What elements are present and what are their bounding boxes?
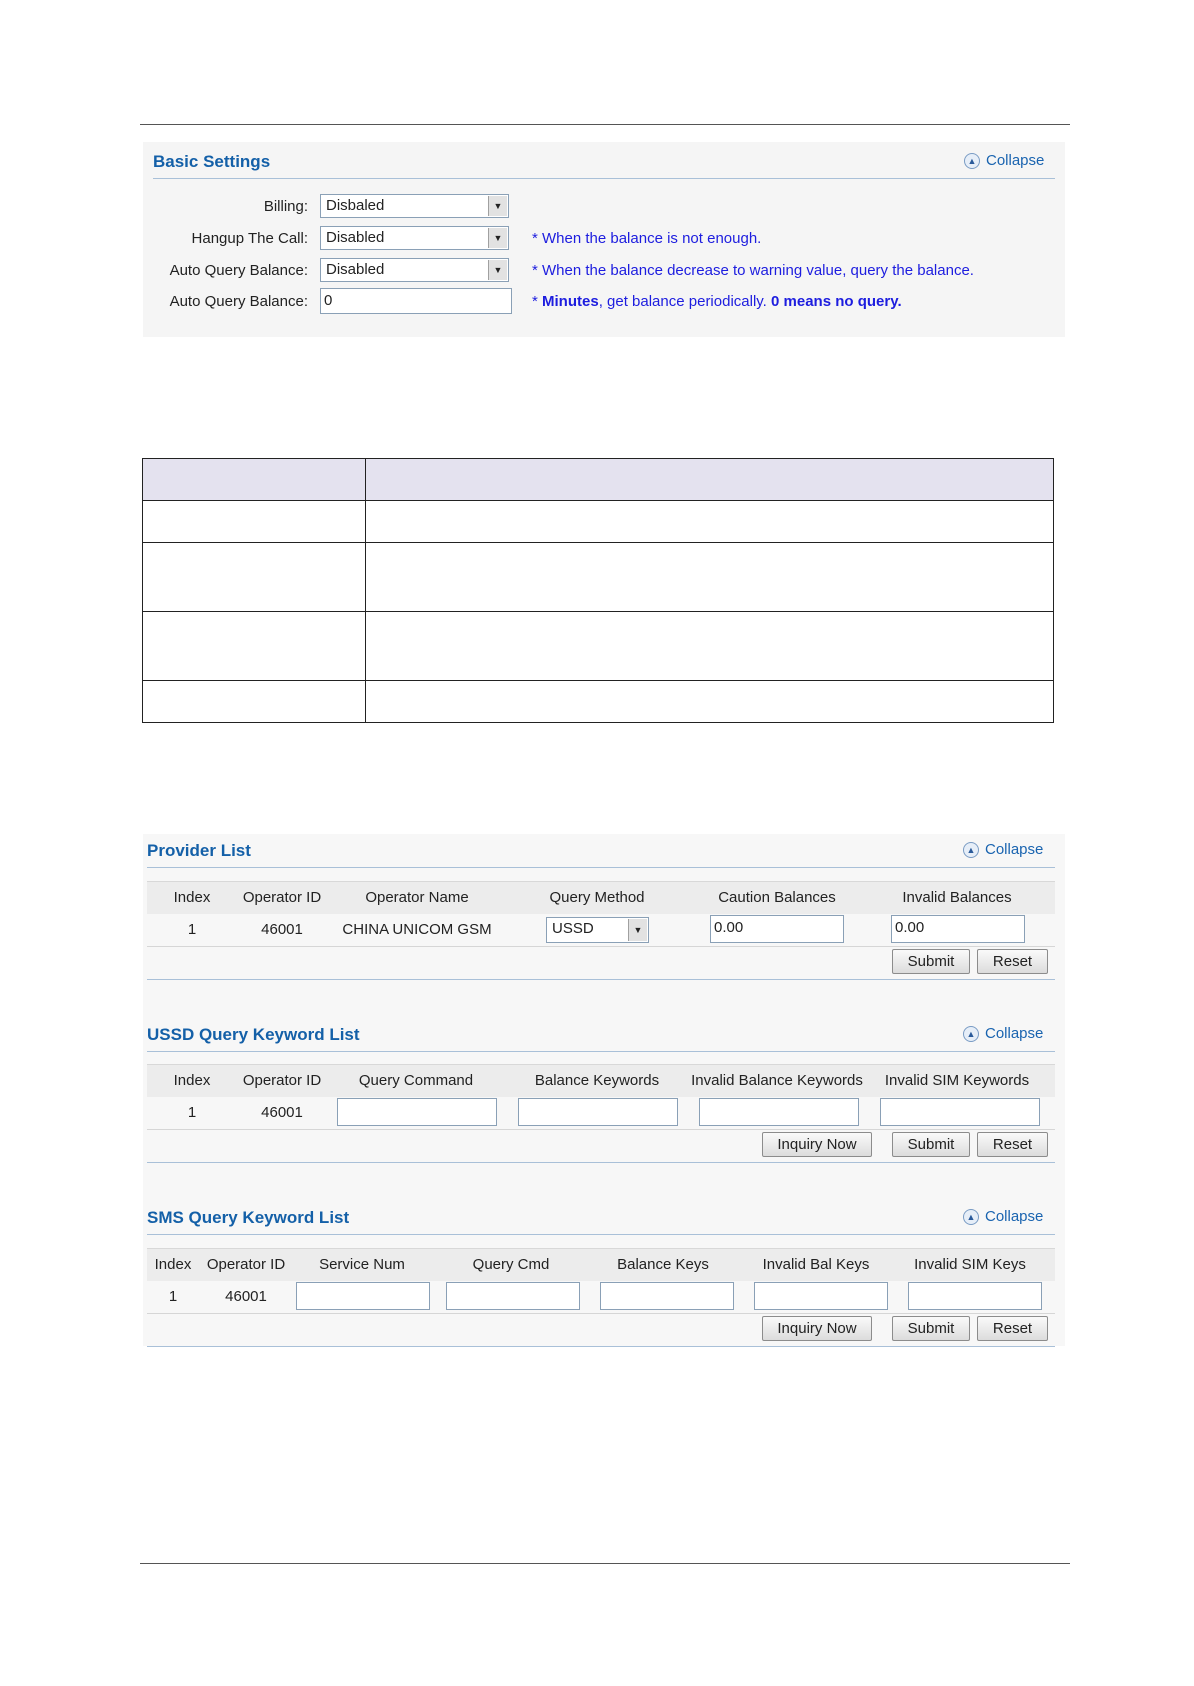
auto-query-select[interactable] <box>320 258 509 282</box>
hangup-value: Disabled <box>326 229 385 246</box>
provider-header-query-method: Query Method <box>549 889 645 906</box>
auto-query-minutes-input[interactable]: 0 <box>320 288 512 314</box>
page-bottom-rule <box>140 1563 1070 1564</box>
sms-header-invalid-sim-keys: Invalid SIM Keys <box>914 1256 1026 1273</box>
auto-query-minutes-note <box>532 293 902 310</box>
dropdown-arrow-icon: ▼ <box>488 228 507 248</box>
provider-header-index: Index <box>173 889 211 906</box>
table-cell <box>143 543 366 612</box>
billing-select[interactable] <box>320 194 509 218</box>
ussd-row-divider <box>147 1129 1055 1130</box>
ussd-header-query-command: Query Command <box>358 1072 474 1089</box>
billing-label: Billing: <box>263 198 308 215</box>
table-cell <box>366 612 1054 681</box>
sms-balance-keys-input[interactable] <box>600 1282 734 1310</box>
collapse-label: Collapse <box>985 1025 1044 1042</box>
ussd-query-command-input[interactable] <box>337 1098 497 1126</box>
dropdown-arrow-icon: ▼ <box>628 919 647 941</box>
ussd-balance-keywords-input[interactable] <box>518 1098 678 1126</box>
table-cell <box>143 501 366 543</box>
table-row <box>143 501 1054 543</box>
ussd-inquiry-now-button[interactable]: Inquiry Now <box>762 1132 872 1157</box>
parameter-table <box>142 458 1054 723</box>
note-zero: 0 means no query. <box>771 293 902 310</box>
note-minutes: Minutes <box>542 293 599 310</box>
provider-divider <box>147 867 1055 868</box>
provider-row-divider <box>147 946 1055 947</box>
hangup-select[interactable] <box>320 226 509 250</box>
ussd-header-balance-keywords: Balance Keywords <box>534 1072 660 1089</box>
ussd-header-index: Index <box>173 1072 211 1089</box>
sms-header-query-cmd: Query Cmd <box>472 1256 550 1273</box>
auto-query-label: Auto Query Balance: <box>169 262 308 279</box>
hangup-label: Hangup The Call: <box>191 230 308 247</box>
table-row <box>143 543 1054 612</box>
table-cell <box>366 543 1054 612</box>
collapse-up-icon: ▲ <box>963 1026 979 1042</box>
table-cell <box>366 681 1054 723</box>
sms-invalid-sim-keys-input[interactable] <box>908 1282 1042 1310</box>
invalid-balances-input[interactable]: 0.00 <box>891 915 1025 943</box>
sms-header-index: Index <box>154 1256 192 1273</box>
ussd-bottom-line <box>147 1162 1055 1163</box>
ussd-row-index: 1 <box>187 1104 197 1121</box>
table-row <box>143 612 1054 681</box>
note-star: * <box>532 293 543 310</box>
provider-header-caution: Caution Balances <box>718 889 836 906</box>
ussd-invalid-balance-keywords-input[interactable] <box>699 1098 859 1126</box>
ussd-header-invalid-sim-keywords: Invalid SIM Keywords <box>884 1072 1030 1089</box>
sms-header-operator-id: Operator ID <box>206 1256 286 1273</box>
sms-divider <box>147 1234 1055 1235</box>
provider-header-invalid: Invalid Balances <box>902 889 1012 906</box>
ussd-divider <box>147 1051 1055 1052</box>
ussd-collapse[interactable] <box>963 1025 1043 1042</box>
table-row <box>143 681 1054 723</box>
sms-reset-button[interactable]: Reset <box>977 1316 1048 1341</box>
sms-invalid-bal-keys-input[interactable] <box>754 1282 888 1310</box>
note-mid: , get balance periodically. <box>598 293 772 310</box>
sms-service-num-input[interactable] <box>296 1282 430 1310</box>
ussd-title: USSD Query Keyword List <box>147 1025 360 1044</box>
provider-collapse[interactable] <box>963 841 1043 858</box>
sms-header-balance-keys: Balance Keys <box>617 1256 709 1273</box>
provider-bottom-line <box>147 979 1055 980</box>
sms-inquiry-now-button[interactable]: Inquiry Now <box>762 1316 872 1341</box>
auto-query-note: * When the balance decrease to warning value, query the balance. <box>532 262 974 279</box>
sms-row-divider <box>147 1313 1055 1314</box>
ussd-submit-button[interactable]: Submit <box>892 1132 970 1157</box>
collapse-up-icon: ▲ <box>963 842 979 858</box>
sms-submit-button[interactable]: Submit <box>892 1316 970 1341</box>
caution-balances-input[interactable]: 0.00 <box>710 915 844 943</box>
hangup-note: * When the balance is not enough. <box>532 230 762 247</box>
sms-header-invalid-bal-keys: Invalid Bal Keys <box>762 1256 870 1273</box>
sms-row-operator-id: 46001 <box>225 1288 267 1305</box>
collapse-label: Collapse <box>985 1208 1044 1225</box>
collapse-label: Collapse <box>986 152 1045 169</box>
dropdown-arrow-icon: ▼ <box>488 260 507 280</box>
table-cell <box>143 612 366 681</box>
provider-reset-button[interactable]: Reset <box>977 949 1048 974</box>
provider-submit-button[interactable]: Submit <box>892 949 970 974</box>
table-cell <box>366 501 1054 543</box>
sms-collapse[interactable] <box>963 1208 1043 1225</box>
page-top-rule <box>140 124 1070 125</box>
ussd-invalid-sim-keywords-input[interactable] <box>880 1098 1040 1126</box>
ussd-header-operator-id: Operator ID <box>242 1072 322 1089</box>
ussd-reset-button[interactable]: Reset <box>977 1132 1048 1157</box>
collapse-label: Collapse <box>985 841 1044 858</box>
sms-row-index: 1 <box>168 1288 178 1305</box>
dropdown-arrow-icon: ▼ <box>488 196 507 216</box>
table-cell <box>143 681 366 723</box>
query-method-value: USSD <box>552 920 594 937</box>
provider-row-index: 1 <box>187 921 197 938</box>
basic-settings-title: Basic Settings <box>153 152 271 171</box>
ussd-header-invalid-balance-keywords: Invalid Balance Keywords <box>691 1072 863 1089</box>
collapse-up-icon: ▲ <box>963 1209 979 1225</box>
basic-settings-divider <box>153 178 1055 179</box>
provider-header-operator-name: Operator Name <box>365 889 469 906</box>
sms-header-service-num: Service Num <box>319 1256 405 1273</box>
provider-row-operator-name: CHINA UNICOM GSM <box>342 921 492 938</box>
auto-query-value: Disabled <box>326 261 385 278</box>
table-header-cell <box>143 459 366 501</box>
table-header-cell <box>366 459 1054 501</box>
sms-title: SMS Query Keyword List <box>147 1208 350 1227</box>
ussd-row-operator-id: 46001 <box>261 1104 303 1121</box>
sms-bottom-line <box>147 1346 1055 1347</box>
provider-title: Provider List <box>147 841 251 860</box>
provider-header-operator-id: Operator ID <box>242 889 322 906</box>
auto-query-minutes-label: Auto Query Balance: <box>169 293 308 310</box>
collapse-up-icon: ▲ <box>964 153 980 169</box>
billing-value: Disbaled <box>326 197 385 214</box>
basic-settings-collapse[interactable] <box>964 152 1044 169</box>
provider-row-operator-id: 46001 <box>261 921 303 938</box>
sms-query-cmd-input[interactable] <box>446 1282 580 1310</box>
table-header-row <box>143 459 1054 501</box>
query-method-select[interactable] <box>546 917 649 943</box>
